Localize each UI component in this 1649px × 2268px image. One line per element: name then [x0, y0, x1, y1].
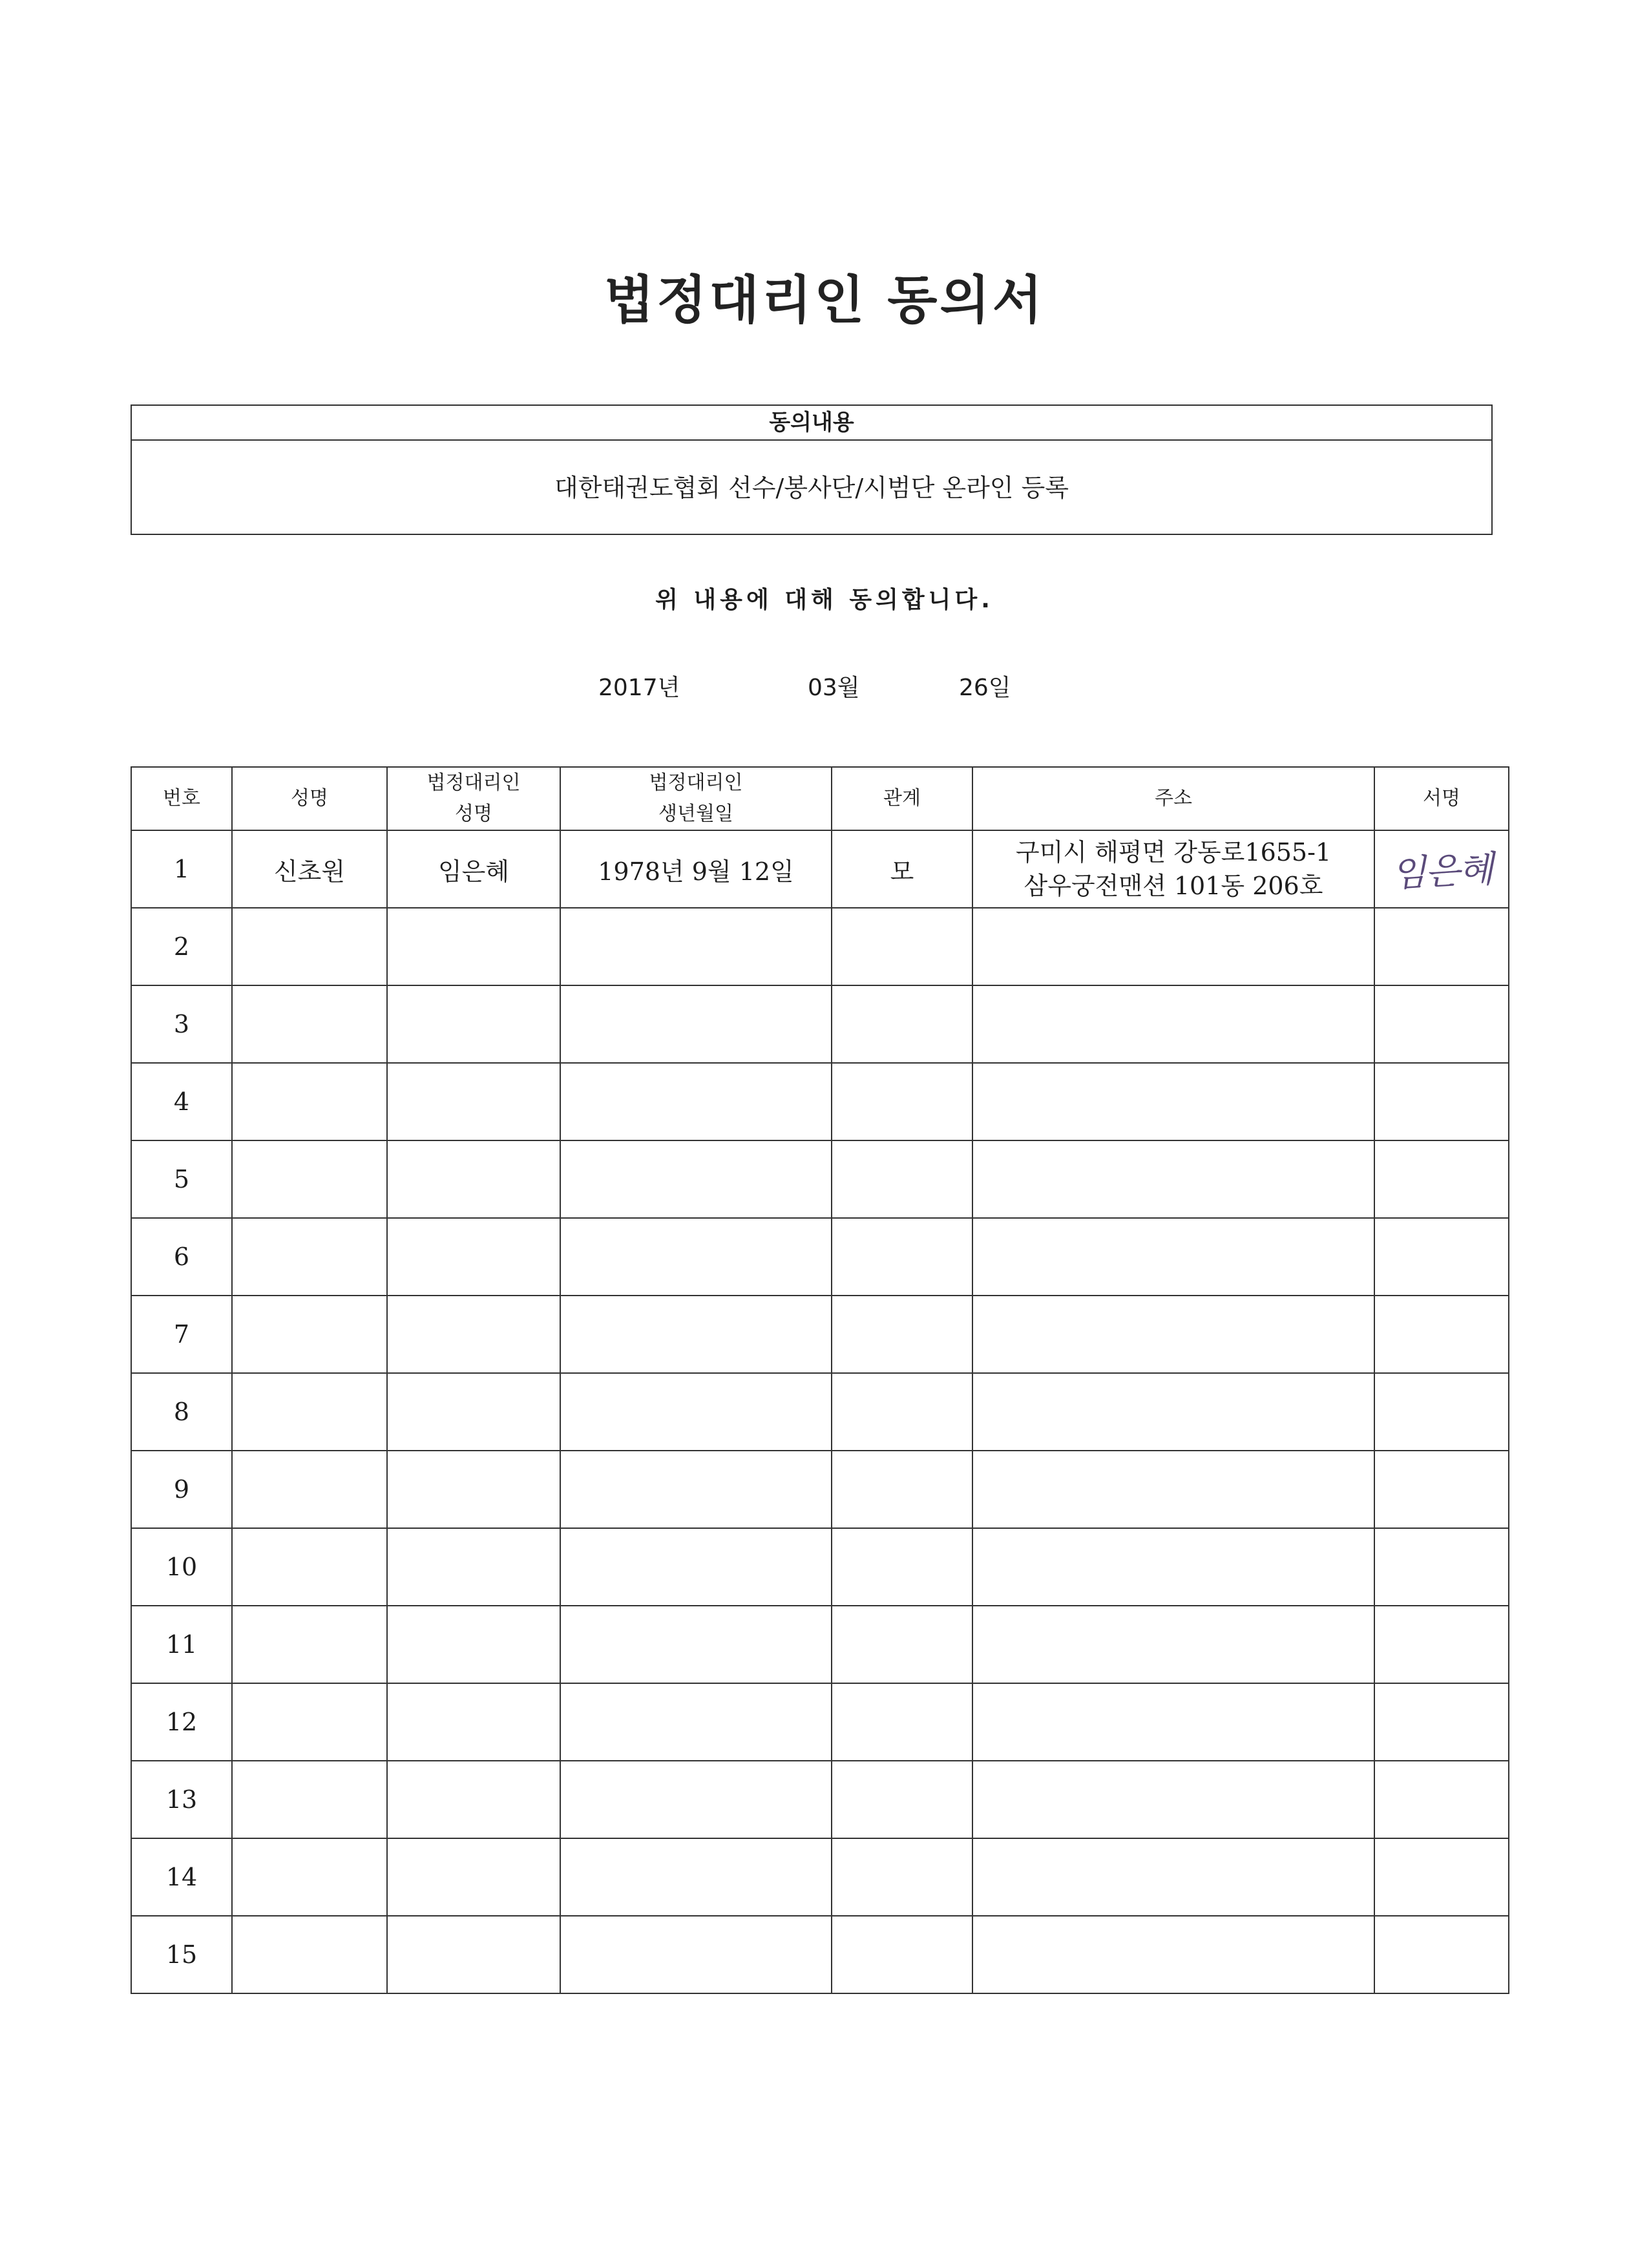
cell-address — [972, 1683, 1374, 1761]
cell-address — [972, 1606, 1374, 1683]
cell-guardian-name — [387, 985, 560, 1063]
cell-guardian-birth — [560, 1916, 832, 1993]
cell-relation — [832, 1373, 972, 1451]
cell-signature — [1374, 1373, 1509, 1451]
cell-guardian-name — [387, 1606, 560, 1683]
cell-guardian-name — [387, 1373, 560, 1451]
cell-name — [232, 1140, 387, 1218]
cell-name: 신초원 — [232, 830, 387, 908]
header-guardian-name-line2: 성명 — [455, 803, 492, 825]
cell-name — [232, 1916, 387, 1993]
header-name: 성명 — [232, 767, 387, 830]
consent-body: 대한태권도협회 선수/봉사단/시범단 온라인 등록 — [554, 474, 1069, 502]
cell-guardian-birth — [560, 1838, 832, 1916]
cell-name — [232, 1761, 387, 1838]
date-month: 03월 — [808, 675, 860, 701]
cell-guardian-birth — [560, 1606, 832, 1683]
cell-guardian-birth — [560, 1140, 832, 1218]
cell-guardian-name — [387, 1063, 560, 1140]
table-row — [131, 830, 1509, 908]
date-day: 26일 — [959, 675, 1011, 701]
cell-guardian-birth — [560, 1683, 832, 1761]
cell-no: 8 — [131, 1373, 232, 1451]
cell-relation — [832, 1761, 972, 1838]
cell-address — [972, 1916, 1374, 1993]
cell-name — [232, 1451, 387, 1528]
cell-guardian-name — [387, 1916, 560, 1993]
header-no: 번호 — [131, 767, 232, 830]
table-row — [131, 1296, 1509, 1373]
cell-no: 14 — [131, 1838, 232, 1916]
cell-guardian-name — [387, 1140, 560, 1218]
cell-signature — [1374, 1140, 1509, 1218]
cell-address — [972, 1761, 1374, 1838]
cell-name — [232, 1063, 387, 1140]
cell-guardian-name — [387, 1683, 560, 1761]
cell-signature — [1374, 1218, 1509, 1296]
cell-name — [232, 1838, 387, 1916]
cell-guardian-birth — [560, 1761, 832, 1838]
date-year: 2017년 — [598, 675, 680, 701]
cell-name — [232, 1683, 387, 1761]
cell-address — [972, 830, 1374, 908]
cell-address — [972, 1218, 1374, 1296]
cell-relation — [832, 1528, 972, 1606]
cell-no: 5 — [131, 1140, 232, 1218]
cell-signature — [1374, 985, 1509, 1063]
cell-signature — [1374, 1063, 1509, 1140]
cell-signature — [1374, 1451, 1509, 1528]
table-row — [131, 1063, 1509, 1140]
header-guardian-name — [387, 767, 560, 830]
cell-relation — [832, 985, 972, 1063]
cell-name — [232, 908, 387, 985]
cell-address — [972, 1296, 1374, 1373]
cell-address — [972, 1140, 1374, 1218]
cell-guardian-birth — [560, 1373, 832, 1451]
cell-guardian-name — [387, 1296, 560, 1373]
handwritten-signature: 임은혜 — [1390, 848, 1493, 896]
cell-no: 15 — [131, 1916, 232, 1993]
cell-guardian-birth — [560, 908, 832, 985]
cell-guardian-birth — [560, 1296, 832, 1373]
cell-relation — [832, 1140, 972, 1218]
table-row — [131, 1451, 1509, 1528]
cell-guardian-birth — [560, 1451, 832, 1528]
cell-guardian-name — [387, 1838, 560, 1916]
cell-signature — [1374, 1528, 1509, 1606]
cell-relation — [832, 908, 972, 985]
cell-no: 1 — [131, 830, 232, 908]
cell-name — [232, 1218, 387, 1296]
cell-relation — [832, 1218, 972, 1296]
cell-name — [232, 1296, 387, 1373]
cell-relation — [832, 1606, 972, 1683]
table-row — [131, 1838, 1509, 1916]
cell-signature — [1374, 1606, 1509, 1683]
cell-signature — [1374, 908, 1509, 985]
cell-guardian-birth — [560, 1528, 832, 1606]
consent-header: 동의내용 — [132, 406, 1491, 441]
cell-no: 7 — [131, 1296, 232, 1373]
table-header-row — [131, 767, 1509, 830]
cell-guardian-name — [387, 1528, 560, 1606]
cell-signature — [1374, 830, 1509, 908]
cell-relation — [832, 1838, 972, 1916]
cell-relation: 모 — [832, 830, 972, 908]
cell-guardian-name — [387, 1451, 560, 1528]
cell-no: 2 — [131, 908, 232, 985]
table-row — [131, 1606, 1509, 1683]
table-row — [131, 1373, 1509, 1451]
cell-guardian-birth — [560, 985, 832, 1063]
cell-name — [232, 985, 387, 1063]
cell-guardian-birth: 1978년 9월 12일 — [560, 830, 832, 908]
cell-name — [232, 1606, 387, 1683]
table-row — [131, 1528, 1509, 1606]
cell-signature — [1374, 1838, 1509, 1916]
cell-no: 6 — [131, 1218, 232, 1296]
header-signature: 서명 — [1374, 767, 1509, 830]
cell-address — [972, 985, 1374, 1063]
cell-no: 13 — [131, 1761, 232, 1838]
table-row — [131, 908, 1509, 985]
cell-no: 12 — [131, 1683, 232, 1761]
cell-relation — [832, 1683, 972, 1761]
cell-guardian-name — [387, 1761, 560, 1838]
header-address: 주소 — [972, 767, 1374, 830]
guardian-table — [131, 766, 1509, 1994]
header-relation: 관계 — [832, 767, 972, 830]
consent-box — [131, 404, 1493, 535]
cell-no: 3 — [131, 985, 232, 1063]
cell-relation — [832, 1296, 972, 1373]
table-row — [131, 1683, 1509, 1761]
cell-signature — [1374, 1683, 1509, 1761]
cell-name — [232, 1373, 387, 1451]
cell-guardian-name — [387, 908, 560, 985]
header-guardian-name-line1: 법정대리인 — [426, 772, 521, 794]
address-line2: 삼우궁전맨션 101동 206호 — [1024, 872, 1323, 900]
cell-address — [972, 1528, 1374, 1606]
cell-relation — [832, 1451, 972, 1528]
cell-no: 11 — [131, 1606, 232, 1683]
address-line1: 구미시 해평면 강동로1655-1 — [1015, 838, 1332, 866]
cell-address — [972, 1373, 1374, 1451]
header-guardian-birth-line2: 생년월일 — [658, 803, 733, 825]
cell-address — [972, 1838, 1374, 1916]
cell-signature — [1374, 1916, 1509, 1993]
cell-relation — [832, 1063, 972, 1140]
cell-no: 10 — [131, 1528, 232, 1606]
cell-address — [972, 908, 1374, 985]
cell-no: 4 — [131, 1063, 232, 1140]
table-row — [131, 985, 1509, 1063]
cell-address — [972, 1451, 1374, 1528]
table-row — [131, 1218, 1509, 1296]
table-row — [131, 1916, 1509, 1993]
header-guardian-birth — [560, 767, 832, 830]
table-row — [131, 1140, 1509, 1218]
cell-signature — [1374, 1296, 1509, 1373]
document-title: 법정대리인 동의서 — [604, 270, 1045, 330]
agree-statement: 위 내용에 대해 동의합니다. — [655, 587, 994, 613]
cell-guardian-birth — [560, 1218, 832, 1296]
table-row — [131, 1761, 1509, 1838]
header-guardian-birth-line1: 법정대리인 — [649, 772, 743, 794]
cell-address — [972, 1063, 1374, 1140]
cell-name — [232, 1528, 387, 1606]
cell-guardian-birth — [560, 1063, 832, 1140]
cell-relation — [832, 1916, 972, 1993]
cell-guardian-name: 임은혜 — [387, 830, 560, 908]
cell-no: 9 — [131, 1451, 232, 1528]
cell-signature — [1374, 1761, 1509, 1838]
cell-guardian-name — [387, 1218, 560, 1296]
